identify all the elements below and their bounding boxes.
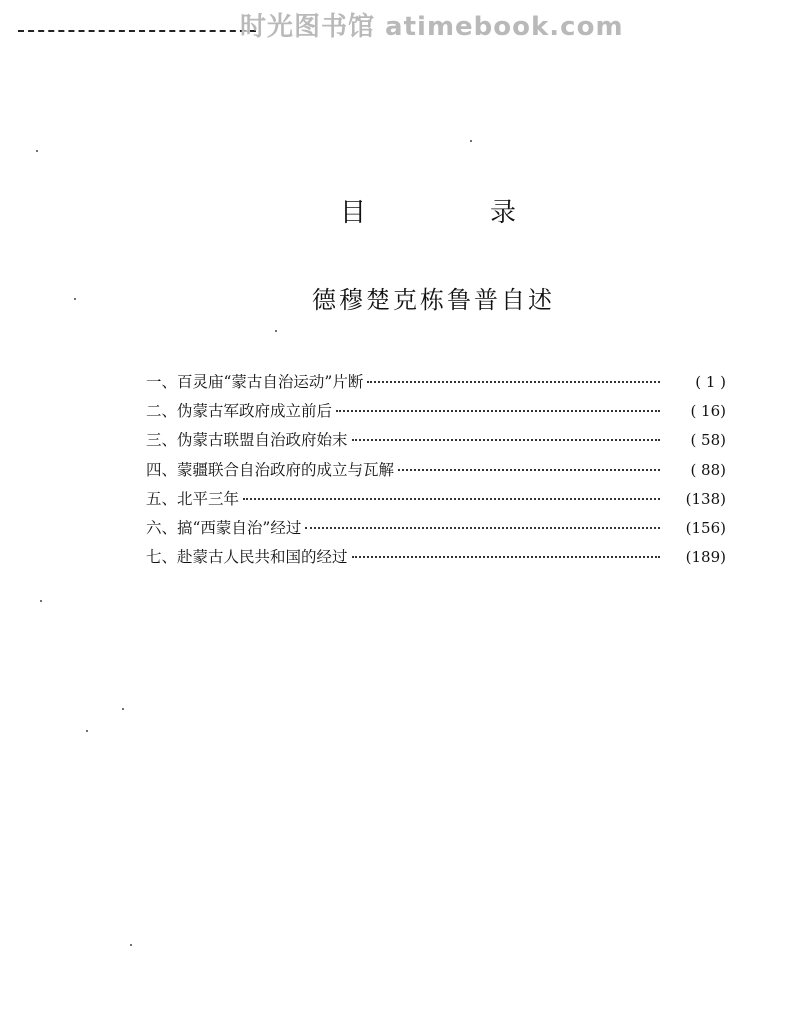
toc-entry-title: 四、蒙疆联合自治政府的成立与瓦解 — [146, 460, 395, 479]
toc-entry-page: ( 1 ) — [695, 373, 726, 391]
toc-entry-title: 五、北平三年 — [146, 489, 240, 508]
scan-speck — [275, 330, 277, 332]
dot-leader — [352, 556, 660, 558]
dot-leader — [352, 439, 660, 441]
scan-speck — [122, 708, 124, 710]
page-title — [340, 192, 516, 229]
toc-entry-title: 一、百灵庙“蒙古自治运动”片断 — [146, 373, 364, 391]
dot-leader — [336, 410, 660, 412]
dot-leader — [243, 498, 660, 500]
book-subtitle: 德穆楚克栋鲁普自述 — [312, 286, 555, 314]
toc-entry — [146, 428, 726, 457]
toc-entry — [146, 370, 726, 399]
toc-entry-page: (138) — [685, 489, 726, 508]
toc-entry-page: ( 58) — [690, 431, 726, 450]
toc-entry — [146, 545, 726, 574]
scan-speck — [130, 944, 132, 946]
watermark-text: 时光图书馆 atimebook.com — [240, 12, 624, 42]
toc-entry-title: 六、搞“西蒙自治”经过 — [146, 518, 302, 537]
toc-entry-page: (156) — [685, 518, 726, 537]
toc-entry-title: 二、伪蒙古军政府成立前后 — [146, 402, 333, 421]
toc-entry-page: (189) — [685, 548, 726, 567]
toc-entry-title: 三、伪蒙古联盟自治政府始末 — [146, 431, 348, 450]
dot-leader — [398, 469, 660, 471]
top-dashed-rule — [18, 30, 256, 32]
scan-speck — [74, 298, 76, 300]
toc-entry-page: ( 88) — [690, 460, 726, 479]
toc-entry-title: 七、赴蒙古人民共和国的经过 — [146, 548, 348, 567]
scan-speck — [470, 140, 472, 142]
dot-leader — [305, 527, 660, 529]
toc-entry — [146, 487, 726, 516]
toc-entry-page: ( 16) — [690, 402, 726, 421]
page-title-char-1: 目 — [340, 198, 367, 228]
scan-speck — [86, 730, 88, 732]
toc-entry — [146, 458, 726, 487]
dot-leader — [367, 381, 660, 383]
table-of-contents — [146, 370, 726, 574]
toc-entry — [146, 516, 726, 545]
page-title-char-2: 录 — [490, 198, 517, 228]
toc-entry — [146, 399, 726, 428]
scan-speck — [40, 600, 42, 602]
scan-speck — [36, 150, 38, 152]
